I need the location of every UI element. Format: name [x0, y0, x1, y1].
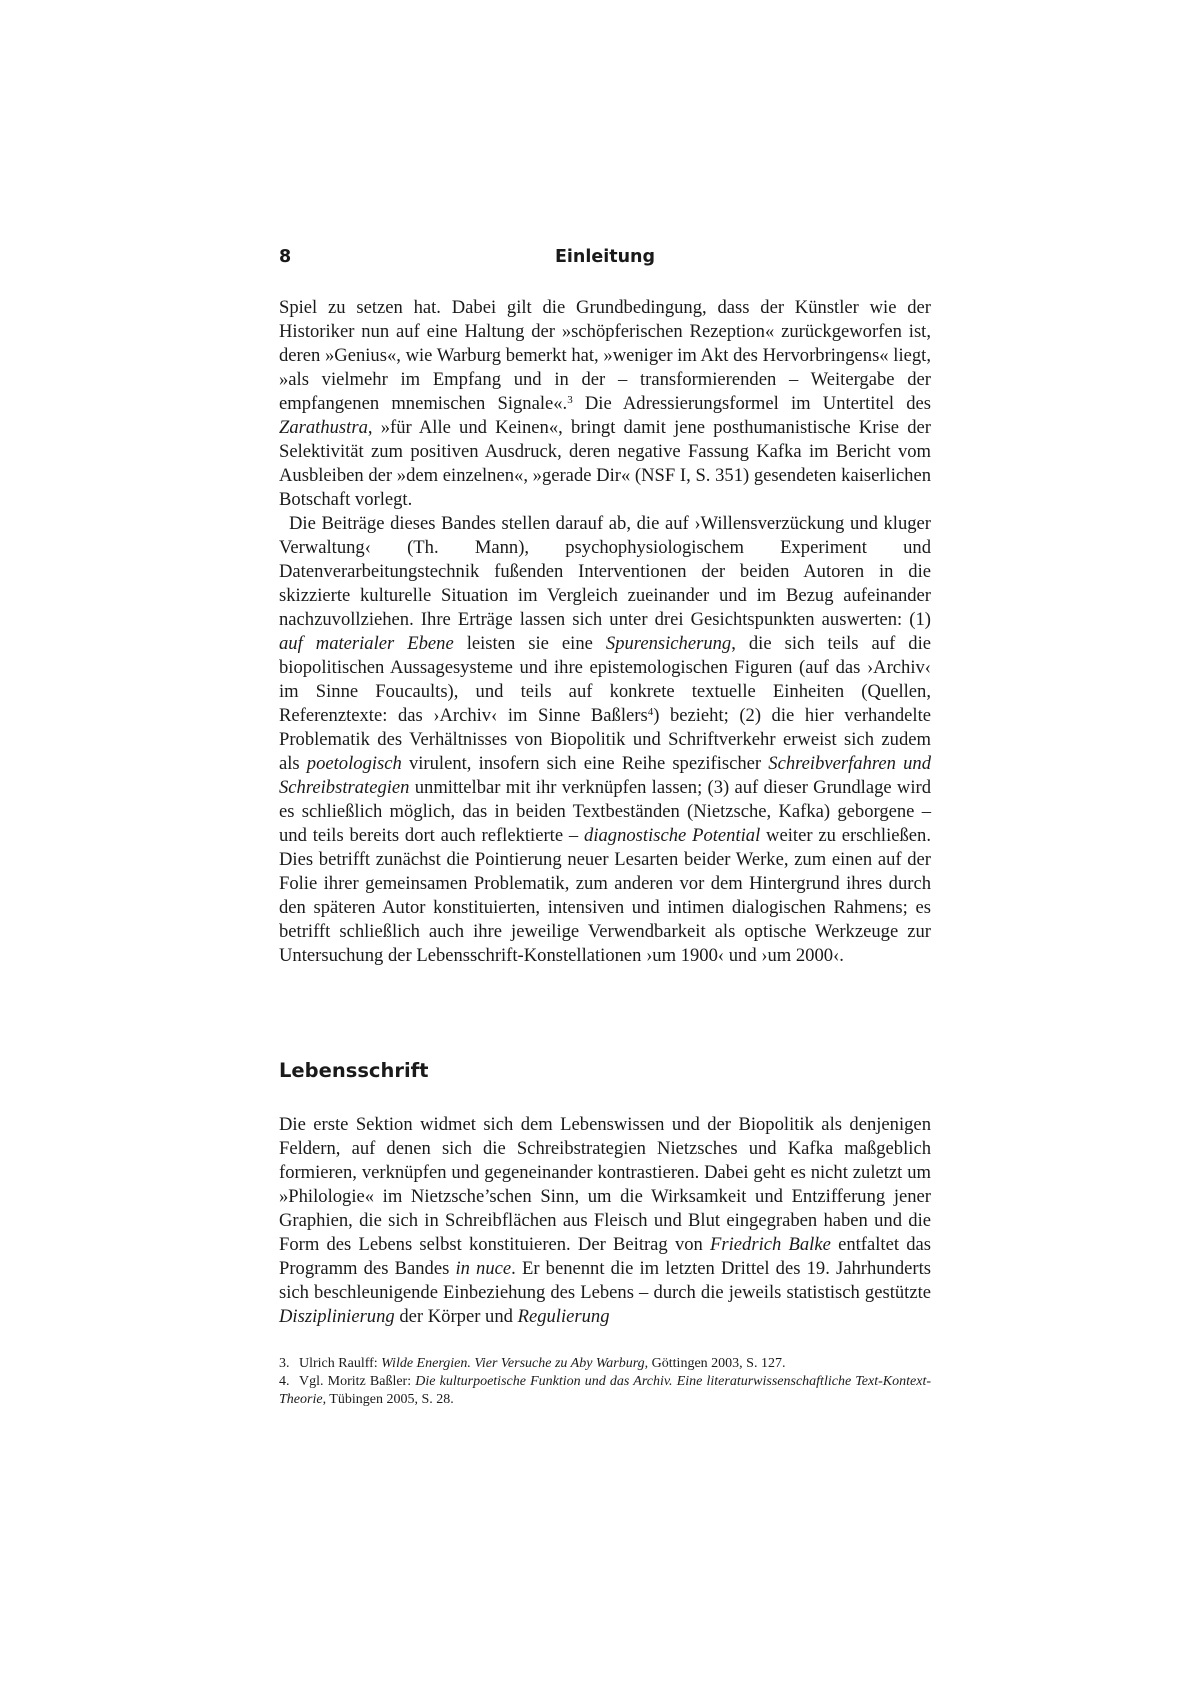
footnote-text-post: , Tübingen 2005, S. 28. [322, 1392, 454, 1407]
running-head: Einleitung [554, 247, 656, 267]
paragraph-3-emphasis-b: Disziplinierung [279, 1306, 395, 1327]
paragraph-2-text-f: unmittelbar mit ihr verknüpfen lassen; (3) auf dieser Grundlage wird es schließlich möglich, das in beiden Textbeständen (Nietzsche, Kafka) geborgene – und teils bereits dort auch reflektierte – [279, 777, 931, 846]
paragraph-2-emphasis-c: poetologisch [306, 753, 402, 774]
footnote-text-pre: Vgl. Moritz Baßler: [299, 1374, 416, 1389]
paragraph-2-emphasis-e: diagnostische Potential [584, 825, 761, 846]
page-number: 8 [279, 247, 292, 267]
page-header [279, 247, 931, 275]
work-title-zarathustra: Zarathustra [279, 417, 368, 438]
paragraph-3 [279, 1113, 931, 1329]
footnote-title: Die kulturpoetische Funktion und das Archiv. Eine literaturwissenschaftliche Text-Kontext-Theorie [279, 1374, 931, 1407]
paragraph-2-text-d: ) bezieht; (2) die hier verhandelte Problematik des Verhältnisses von Biopolitik und Schriftverkehr erweist sich zudem als [279, 705, 931, 774]
paragraph-2 [279, 512, 931, 968]
main-text [279, 296, 931, 968]
paragraph-2-text-a: Die Beiträge dieses Bandes stellen darauf ab, die auf ›Willensverzückung und kluger Verwaltung‹ (Th. Mann), psychophysiologischem Experiment und Datenverarbeitungstechnik fußenden Interventionen der beiden Autoren in die skizzierte kulturelle Situation im Vergleich zueinander und im Bezug aufeinander nachzuvollziehen. Ihre Erträge lassen sich unter drei Gesichtspunkten auswerten: (1) [279, 513, 931, 630]
footnote-4 [279, 1373, 931, 1409]
footnote-number: 3. [279, 1356, 290, 1371]
paragraph-1-text-b: Die Adressierungsformel im Untertitel des [572, 393, 931, 414]
paragraph-3-emphasis-c: Regulierung [517, 1306, 610, 1327]
paragraph-2-text-g: weiter zu erschließen. Dies betrifft zunächst die Pointierung neuer Lesarten beider Werke, zum einen auf der Folie ihrer gemeinsamen Problematik, zum anderen vor dem Hintergrund ihres durch den späteren Autor konstituierten, intensiven und intimen dialogischen Rahmens; es betrifft schließlich auch ihre jeweilige Verwendbarkeit als optische Werkzeuge zur Untersuchung der Lebensschrift-Konstellationen ›um 1900‹ und ›um 2000‹. [279, 825, 931, 966]
footnote-text-post: , Göttingen 2003, S. 127. [644, 1356, 786, 1371]
footnotes [279, 1355, 931, 1409]
footnote-text-pre: Ulrich Raulff: [299, 1356, 382, 1371]
paragraph-3-emphasis-a: in nuce [455, 1258, 512, 1279]
paragraph-3-text-b: entfaltet das Programm des Bandes [279, 1234, 931, 1279]
paragraph-2-text-c: , die sich teils auf die biopolitischen Aussagesysteme und ihre epistemologischen Figuren (auf das ›Archiv‹ im Sinne Foucaults), und teils auf konkrete textuelle Einheiten (Quellen, Referenztexte: das ›Archiv‹ im Sinne Baßlers [279, 633, 931, 726]
footnote-ref-3: 3 [567, 394, 573, 406]
footnote-title: Wilde Energien. Vier Versuche zu Aby Warburg [381, 1356, 645, 1371]
paragraph-2-emphasis-a: auf materialer Ebene [279, 633, 454, 654]
paragraph-3-text-c: . Er benennt die im letzten Drittel des 19. Jahrhunderts sich beschleunigende Einbeziehung des Lebens – durch die jeweils statistisch gestützte [279, 1258, 931, 1303]
paragraph-1-text-c: , »für Alle und Keinen«, bringt damit jene posthumanistische Krise der Selektivität zum positiven Ausdruck, deren negative Fassung Kafka im Bericht vom Ausbleiben der »dem einzelnen«, »gerade Dir« (NSF I, S. 351) gesendeten kaiserlichen Botschaft vorlegt. [279, 417, 931, 510]
paragraph-3-text-d: der Körper und [394, 1306, 518, 1327]
footnote-number: 4. [279, 1374, 290, 1389]
footnote-ref-4: 4 [647, 706, 654, 718]
paragraph-3-text-a: Die erste Sektion widmet sich dem Lebenswissen und der Biopolitik als denjenigen Feldern, auf denen sich die Schreibstrategien Nietzsches und Kafka maßgeblich formieren, verknüpfen und gegeneinander kontrastieren. Dabei geht es nicht zuletzt um »Philologie« im Nietzsche’schen Sinn, um die Wirksamkeit und Entzifferung jener Graphien, die sich in Schreibflächen aus Fleisch und Blut eingegraben haben und die Form des Lebens selbst konstituieren. Der Beitrag von [279, 1114, 931, 1255]
paragraph-1-text-a: Spiel zu setzen hat. Dabei gilt die Grundbedingung, dass der Künstler wie der Historiker nun auf eine Haltung der »schöpferischen Rezeption« zurückgeworfen ist, deren »Genius«, wie Warburg bemerkt hat, »weniger im Akt des Hervorbringens« liegt, »als vielmehr im Empfang und in der – transformierenden – Weitergabe der empfangenen mnemischen Signale«. [279, 297, 931, 414]
paragraph-2-text-e: virulent, insofern sich eine Reihe spezifischer [401, 753, 769, 774]
paragraph-2-text-b: leisten sie eine [453, 633, 606, 654]
paragraph-2-emphasis-d: Schreibverfahren und Schreibstrategien [279, 753, 931, 798]
footnote-3 [279, 1355, 931, 1373]
section-text [279, 1113, 931, 1329]
paragraph-2-emphasis-b: Spurensicherung [605, 633, 732, 654]
author-name-balke: Friedrich Balke [710, 1234, 831, 1255]
paragraph-1 [279, 296, 931, 512]
section-heading: Lebensschrift [279, 1059, 429, 1082]
